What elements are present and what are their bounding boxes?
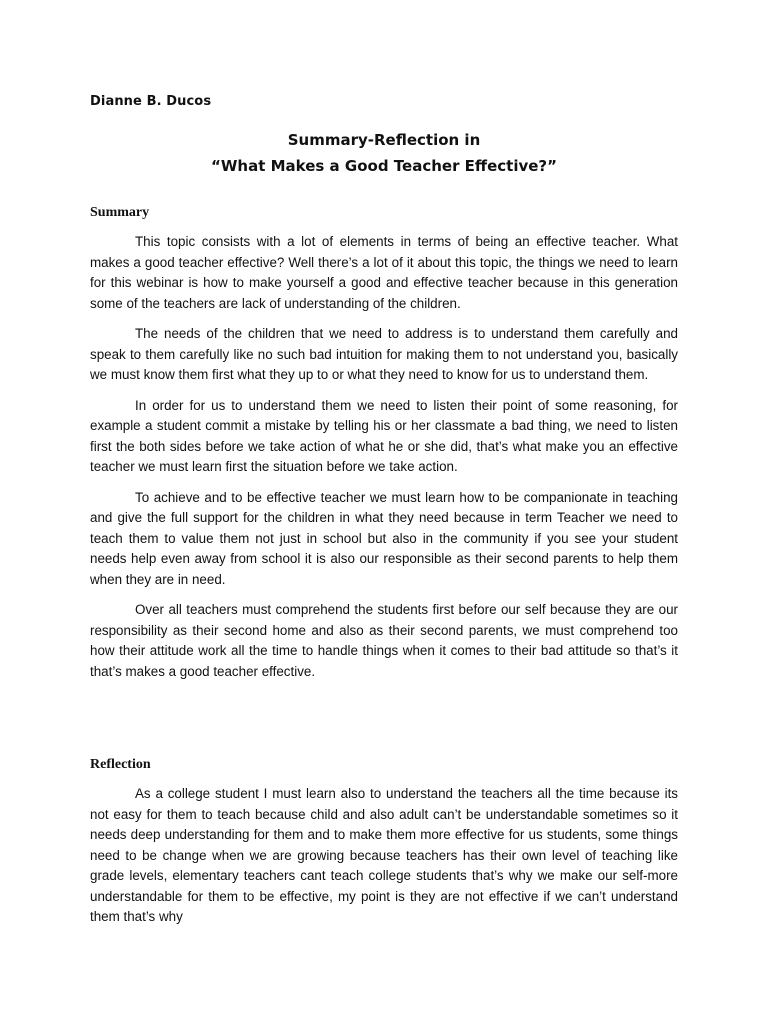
summary-heading: Summary [90,205,150,220]
reflection-paragraph: As a college student I must learn also to understand the teachers all the time because its not easy for them to teach because child and also adult can’t be understandable sometimes so it needs deep understanding for them and to make them more effective for us students, some things need to be change when we are growing because teachers has their own level of teaching like grade levels, elementary teachers cant teach college students that’s why we make our self-more understandable for them to be effective, my point is they are not effective if we can’t understand them that’s why [90,786,678,924]
title-line-1: Summary-Reflection in [287,131,481,149]
author-name: Dianne B. Ducos [90,94,212,109]
summary-body [90,232,678,692]
summary-paragraph: To achieve and to be effective teacher we must learn how to be companionate in teaching and give the full support for the children in what they need because in term Teacher we need to teach them to value them not just in school but also in the community if you see your student needs help even away from school it is also our responsible as their second parents to help them when they are in need. [90,489,678,587]
title-line-2: “What Makes a Good Teacher Effective?” [211,157,557,175]
summary-paragraph: In order for us to understand them we need to listen their point of some reasoning, for example a student commit a mistake by telling his or her classmate a bad thing, we need to listen first the both sides before we take action of what he or she did, that’s what make you an effective teacher we must learn first the situation before we take action. [90,397,678,474]
document-title [90,127,678,179]
reflection-heading: Reflection [90,757,151,772]
summary-paragraph: The needs of the children that we need to address is to understand them carefully and speak to them carefully like no such bad intuition for making them to not understand you, basically we must know them first what they up to or what they need to know for us to understand them. [90,326,678,382]
summary-paragraph: Over all teachers must comprehend the students first before our self because they are our responsibility as their second home and also as their second parents, we must comprehend too how their attitude work all the time to handle things when it comes to their bad attitude so that’s it that’s makes a good teacher effective. [90,602,678,679]
reflection-body [90,784,678,938]
summary-paragraph: This topic consists with a lot of elements in terms of being an effective teacher. What makes a good teacher effective? Well there’s a lot of it about this topic, the things we need to learn for this webinar is how to make yourself a good and effective teacher because in this generation some of the teachers are lack of understanding of the children. [90,234,678,311]
